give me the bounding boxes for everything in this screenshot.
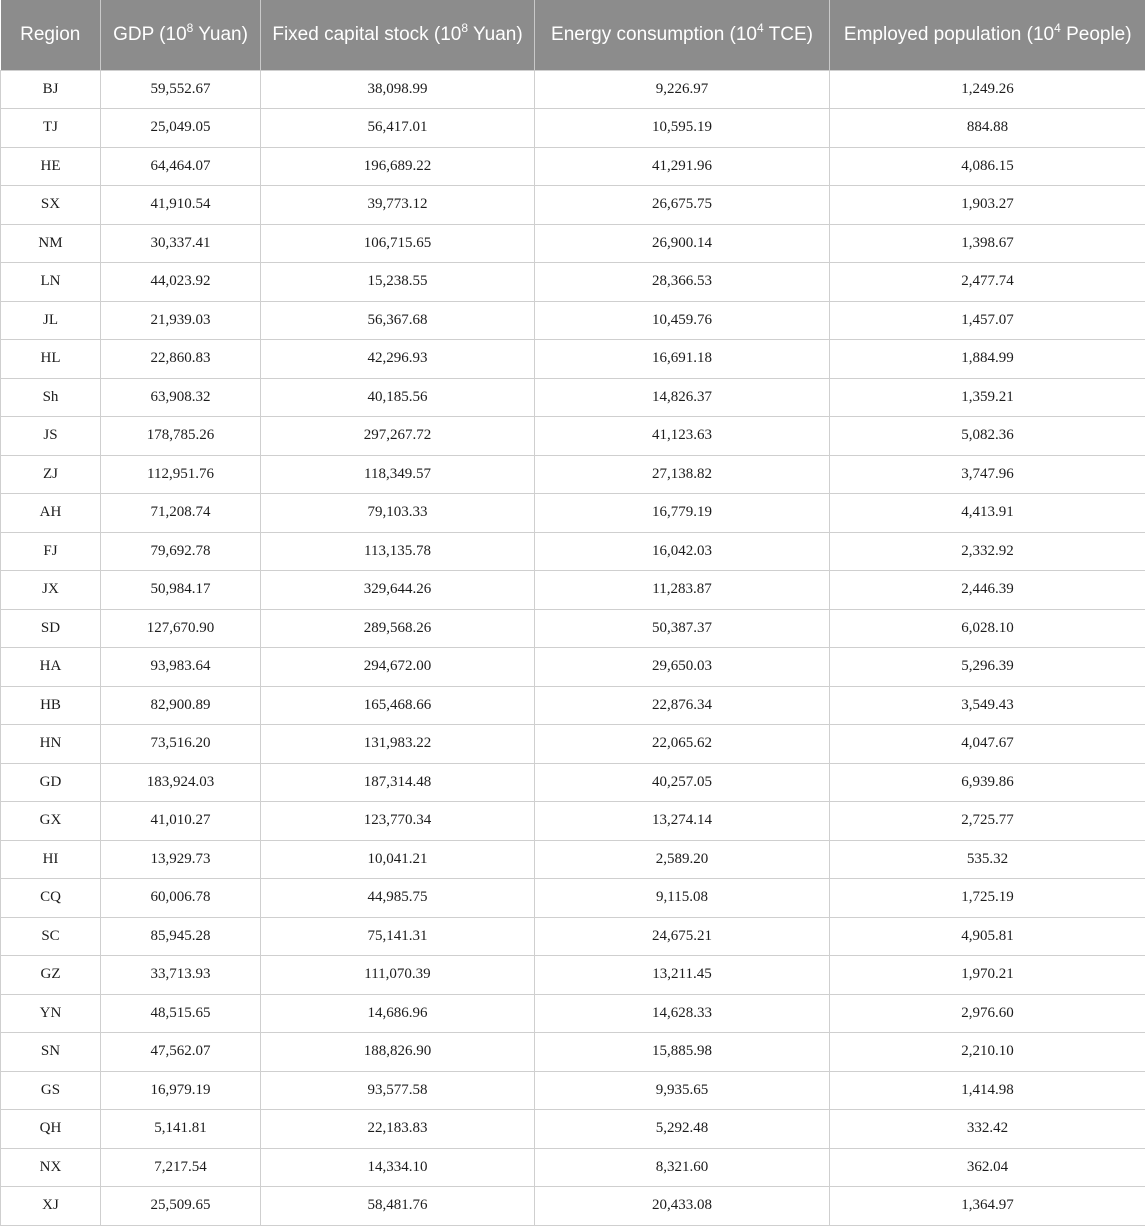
cell-fixed-capital-stock: 56,367.68 (261, 301, 535, 340)
cell-gdp: 7,217.54 (101, 1148, 261, 1187)
cell-region: SN (1, 1033, 101, 1072)
cell-region: HA (1, 648, 101, 687)
table-row (1, 378, 1145, 417)
cell-employed-population: 5,082.36 (830, 417, 1145, 456)
header-energy-label: Energy consumption (10 (551, 24, 757, 46)
cell-gdp: 30,337.41 (101, 224, 261, 263)
cell-employed-population: 1,249.26 (830, 70, 1145, 109)
cell-gdp: 71,208.74 (101, 494, 261, 533)
cell-energy-consumption: 40,257.05 (535, 763, 830, 802)
cell-region: AH (1, 494, 101, 533)
header-fixed-capital-stock (261, 0, 535, 70)
header-gdp (101, 0, 261, 70)
cell-region: GX (1, 802, 101, 841)
cell-fixed-capital-stock: 111,070.39 (261, 956, 535, 995)
cell-fixed-capital-stock: 15,238.55 (261, 263, 535, 302)
cell-energy-consumption: 22,065.62 (535, 725, 830, 764)
cell-energy-consumption: 27,138.82 (535, 455, 830, 494)
cell-region: CQ (1, 879, 101, 918)
cell-employed-population: 5,296.39 (830, 648, 1145, 687)
cell-gdp: 47,562.07 (101, 1033, 261, 1072)
cell-gdp: 60,006.78 (101, 879, 261, 918)
cell-fixed-capital-stock: 188,826.90 (261, 1033, 535, 1072)
header-gdp-exponent: 8 (186, 21, 194, 36)
cell-gdp: 44,023.92 (101, 263, 261, 302)
cell-employed-population: 4,905.81 (830, 917, 1145, 956)
cell-region: NX (1, 1148, 101, 1187)
cell-gdp: 64,464.07 (101, 147, 261, 186)
cell-gdp: 25,049.05 (101, 109, 261, 148)
cell-energy-consumption: 41,291.96 (535, 147, 830, 186)
cell-fixed-capital-stock: 131,983.22 (261, 725, 535, 764)
cell-fixed-capital-stock: 187,314.48 (261, 763, 535, 802)
table-row (1, 571, 1145, 610)
cell-gdp: 33,713.93 (101, 956, 261, 995)
cell-fixed-capital-stock: 294,672.00 (261, 648, 535, 687)
table-row (1, 186, 1145, 225)
cell-gdp: 59,552.67 (101, 70, 261, 109)
cell-fixed-capital-stock: 58,481.76 (261, 1187, 535, 1226)
header-energy-unit: TCE) (763, 24, 813, 46)
table-row (1, 224, 1145, 263)
cell-gdp: 41,010.27 (101, 802, 261, 841)
cell-fixed-capital-stock: 93,577.58 (261, 1071, 535, 1110)
table-row (1, 532, 1145, 571)
cell-employed-population: 2,332.92 (830, 532, 1145, 571)
cell-gdp: 73,516.20 (101, 725, 261, 764)
cell-fixed-capital-stock: 196,689.22 (261, 147, 535, 186)
cell-employed-population: 1,398.67 (830, 224, 1145, 263)
cell-fixed-capital-stock: 14,334.10 (261, 1148, 535, 1187)
cell-energy-consumption: 16,042.03 (535, 532, 830, 571)
cell-employed-population: 2,477.74 (830, 263, 1145, 302)
cell-energy-consumption: 24,675.21 (535, 917, 830, 956)
table-body (1, 70, 1145, 1225)
table-row (1, 1187, 1145, 1226)
cell-gdp: 127,670.90 (101, 609, 261, 648)
cell-region: JS (1, 417, 101, 456)
table-row (1, 994, 1145, 1033)
table-row (1, 840, 1145, 879)
cell-gdp: 63,908.32 (101, 378, 261, 417)
cell-region: JX (1, 571, 101, 610)
cell-energy-consumption: 14,628.33 (535, 994, 830, 1033)
cell-employed-population: 4,413.91 (830, 494, 1145, 533)
table-row (1, 147, 1145, 186)
header-employed-unit: People) (1060, 24, 1132, 46)
cell-gdp: 13,929.73 (101, 840, 261, 879)
cell-employed-population: 3,747.96 (830, 455, 1145, 494)
cell-energy-consumption: 13,274.14 (535, 802, 830, 841)
cell-employed-population: 1,414.98 (830, 1071, 1145, 1110)
cell-energy-consumption: 26,675.75 (535, 186, 830, 225)
cell-energy-consumption: 41,123.63 (535, 417, 830, 456)
table-row (1, 956, 1145, 995)
cell-employed-population: 332.42 (830, 1110, 1145, 1149)
cell-gdp: 82,900.89 (101, 686, 261, 725)
cell-energy-consumption: 2,589.20 (535, 840, 830, 879)
cell-employed-population: 2,725.77 (830, 802, 1145, 841)
table-row (1, 1033, 1145, 1072)
cell-employed-population: 2,976.60 (830, 994, 1145, 1033)
cell-energy-consumption: 16,779.19 (535, 494, 830, 533)
table-row (1, 263, 1145, 302)
cell-fixed-capital-stock: 39,773.12 (261, 186, 535, 225)
cell-region: YN (1, 994, 101, 1033)
cell-energy-consumption: 10,595.19 (535, 109, 830, 148)
cell-region: TJ (1, 109, 101, 148)
table-row (1, 340, 1145, 379)
table-row (1, 455, 1145, 494)
cell-fixed-capital-stock: 44,985.75 (261, 879, 535, 918)
cell-employed-population: 1,457.07 (830, 301, 1145, 340)
cell-gdp: 5,141.81 (101, 1110, 261, 1149)
header-employed-label: Employed population (10 (843, 24, 1055, 46)
header-energy-consumption (535, 0, 830, 70)
table-row (1, 417, 1145, 456)
cell-gdp: 178,785.26 (101, 417, 261, 456)
cell-gdp: 21,939.03 (101, 301, 261, 340)
cell-fixed-capital-stock: 56,417.01 (261, 109, 535, 148)
cell-energy-consumption: 10,459.76 (535, 301, 830, 340)
cell-fixed-capital-stock: 40,185.56 (261, 378, 535, 417)
cell-energy-consumption: 9,226.97 (535, 70, 830, 109)
cell-energy-consumption: 29,650.03 (535, 648, 830, 687)
cell-region: ZJ (1, 455, 101, 494)
cell-region: BJ (1, 70, 101, 109)
cell-employed-population: 1,359.21 (830, 378, 1145, 417)
cell-fixed-capital-stock: 113,135.78 (261, 532, 535, 571)
cell-energy-consumption: 9,935.65 (535, 1071, 830, 1110)
header-fixed-capital-unit: Yuan) (468, 24, 523, 46)
cell-region: QH (1, 1110, 101, 1149)
cell-region: HB (1, 686, 101, 725)
header-gdp-label: GDP (10 (113, 24, 187, 46)
header-fixed-capital-label: Fixed capital stock (10 (272, 24, 462, 46)
table-row (1, 609, 1145, 648)
cell-employed-population: 2,210.10 (830, 1033, 1145, 1072)
cell-energy-consumption: 13,211.45 (535, 956, 830, 995)
cell-fixed-capital-stock: 123,770.34 (261, 802, 535, 841)
cell-energy-consumption: 50,387.37 (535, 609, 830, 648)
cell-employed-population: 1,884.99 (830, 340, 1145, 379)
cell-gdp: 16,979.19 (101, 1071, 261, 1110)
cell-region: SD (1, 609, 101, 648)
cell-employed-population: 6,939.86 (830, 763, 1145, 802)
header-fixed-capital-exponent: 8 (461, 21, 469, 36)
cell-region: JL (1, 301, 101, 340)
cell-fixed-capital-stock: 165,468.66 (261, 686, 535, 725)
cell-fixed-capital-stock: 79,103.33 (261, 494, 535, 533)
cell-employed-population: 3,549.43 (830, 686, 1145, 725)
cell-gdp: 79,692.78 (101, 532, 261, 571)
cell-energy-consumption: 14,826.37 (535, 378, 830, 417)
table-row (1, 1148, 1145, 1187)
cell-employed-population: 1,725.19 (830, 879, 1145, 918)
header-energy-exponent: 4 (757, 21, 764, 36)
cell-gdp: 48,515.65 (101, 994, 261, 1033)
cell-employed-population: 1,903.27 (830, 186, 1145, 225)
cell-energy-consumption: 5,292.48 (535, 1110, 830, 1149)
cell-energy-consumption: 16,691.18 (535, 340, 830, 379)
header-row (1, 0, 1145, 70)
header-employed-population (830, 0, 1145, 70)
table-row (1, 763, 1145, 802)
cell-fixed-capital-stock: 42,296.93 (261, 340, 535, 379)
cell-region: NM (1, 224, 101, 263)
cell-energy-consumption: 22,876.34 (535, 686, 830, 725)
cell-employed-population: 535.32 (830, 840, 1145, 879)
cell-region: SC (1, 917, 101, 956)
cell-employed-population: 1,364.97 (830, 1187, 1145, 1226)
cell-energy-consumption: 9,115.08 (535, 879, 830, 918)
table-row (1, 70, 1145, 109)
cell-energy-consumption: 11,283.87 (535, 571, 830, 610)
cell-region: LN (1, 263, 101, 302)
cell-employed-population: 4,086.15 (830, 147, 1145, 186)
cell-gdp: 50,984.17 (101, 571, 261, 610)
cell-gdp: 41,910.54 (101, 186, 261, 225)
cell-gdp: 25,509.65 (101, 1187, 261, 1226)
table-row (1, 879, 1145, 918)
cell-employed-population: 362.04 (830, 1148, 1145, 1187)
cell-fixed-capital-stock: 38,098.99 (261, 70, 535, 109)
cell-energy-consumption: 20,433.08 (535, 1187, 830, 1226)
cell-fixed-capital-stock: 289,568.26 (261, 609, 535, 648)
cell-energy-consumption: 28,366.53 (535, 263, 830, 302)
cell-region: HN (1, 725, 101, 764)
cell-fixed-capital-stock: 75,141.31 (261, 917, 535, 956)
cell-region: HL (1, 340, 101, 379)
table-row (1, 301, 1145, 340)
cell-fixed-capital-stock: 118,349.57 (261, 455, 535, 494)
cell-gdp: 85,945.28 (101, 917, 261, 956)
cell-energy-consumption: 26,900.14 (535, 224, 830, 263)
cell-fixed-capital-stock: 297,267.72 (261, 417, 535, 456)
cell-energy-consumption: 15,885.98 (535, 1033, 830, 1072)
cell-employed-population: 1,970.21 (830, 956, 1145, 995)
cell-employed-population: 6,028.10 (830, 609, 1145, 648)
header-employed-exponent: 4 (1054, 21, 1061, 36)
cell-employed-population: 2,446.39 (830, 571, 1145, 610)
cell-fixed-capital-stock: 14,686.96 (261, 994, 535, 1033)
cell-energy-consumption: 8,321.60 (535, 1148, 830, 1187)
table-row (1, 648, 1145, 687)
table-row (1, 1110, 1145, 1149)
table-row (1, 686, 1145, 725)
table-row (1, 802, 1145, 841)
header-region (1, 0, 101, 70)
table-row (1, 725, 1145, 764)
cell-region: SX (1, 186, 101, 225)
cell-employed-population: 4,047.67 (830, 725, 1145, 764)
header-gdp-unit: Yuan) (193, 24, 248, 46)
cell-region: FJ (1, 532, 101, 571)
cell-fixed-capital-stock: 22,183.83 (261, 1110, 535, 1149)
table-row (1, 109, 1145, 148)
cell-region: XJ (1, 1187, 101, 1226)
cell-region: HI (1, 840, 101, 879)
cell-region: GZ (1, 956, 101, 995)
cell-gdp: 112,951.76 (101, 455, 261, 494)
cell-fixed-capital-stock: 106,715.65 (261, 224, 535, 263)
table-row (1, 494, 1145, 533)
cell-fixed-capital-stock: 10,041.21 (261, 840, 535, 879)
cell-gdp: 22,860.83 (101, 340, 261, 379)
cell-fixed-capital-stock: 329,644.26 (261, 571, 535, 610)
header-region-label: Region (20, 24, 81, 46)
table-row (1, 1071, 1145, 1110)
cell-region: GD (1, 763, 101, 802)
cell-region: GS (1, 1071, 101, 1110)
cell-region: HE (1, 147, 101, 186)
cell-region: Sh (1, 378, 101, 417)
cell-gdp: 93,983.64 (101, 648, 261, 687)
table-row (1, 917, 1145, 956)
cell-gdp: 183,924.03 (101, 763, 261, 802)
cell-employed-population: 884.88 (830, 109, 1145, 148)
